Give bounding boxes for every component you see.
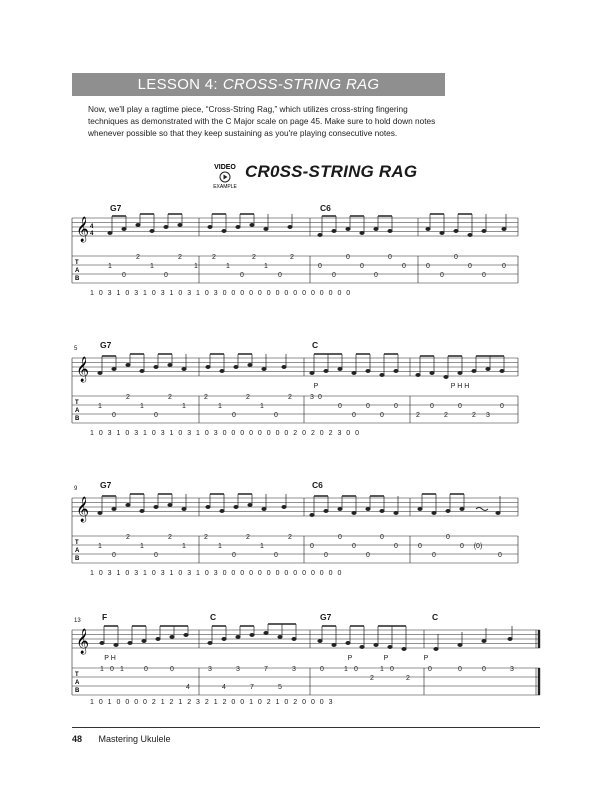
- svg-text:0: 0: [426, 263, 430, 270]
- svg-text:4: 4: [222, 684, 226, 691]
- music-system-1: [0, 200, 612, 310]
- svg-text:2: 2: [136, 254, 140, 261]
- svg-text:2: 2: [288, 394, 292, 401]
- fingering-row: 1 0 3 1 0 3 1 0 3 1 0 3 1 0 3 0 0 0 0 0 0 0 0 0 0 0 0 0 0 0: [90, 290, 351, 297]
- fingering-row: 1 0 3 1 0 3 1 0 3 1 0 3 1 0 3 0 0 0 0 0 0 0 0 0 0 0 0 0 0: [90, 570, 342, 577]
- music-system-4: [0, 612, 612, 722]
- video-example-icon[interactable]: [209, 161, 241, 189]
- svg-text:2: 2: [246, 534, 250, 541]
- svg-text:0: 0: [144, 666, 148, 673]
- svg-text:A: A: [75, 268, 80, 274]
- svg-text:0: 0: [482, 666, 486, 673]
- book-title: Mastering Ukulele: [98, 734, 171, 744]
- svg-text:T: T: [75, 260, 79, 266]
- svg-text:1: 1: [218, 403, 222, 410]
- svg-text:4: 4: [90, 231, 94, 237]
- svg-text:0: 0: [498, 552, 502, 559]
- svg-text:𝄞: 𝄞: [76, 497, 90, 522]
- svg-text:2: 2: [126, 534, 130, 541]
- svg-text:5: 5: [278, 684, 282, 691]
- svg-text:0: 0: [432, 552, 436, 559]
- svg-text:2: 2: [168, 394, 172, 401]
- svg-text:0: 0: [482, 272, 486, 279]
- svg-text:0: 0: [240, 272, 244, 279]
- page-footer: [72, 734, 171, 744]
- svg-text:0: 0: [318, 263, 322, 270]
- svg-text:2: 2: [252, 254, 256, 261]
- svg-text:1: 1: [140, 543, 144, 550]
- svg-text:1: 1: [218, 543, 222, 550]
- chord-label: C6: [312, 480, 323, 490]
- lesson-banner: [72, 73, 445, 96]
- svg-text:0: 0: [360, 263, 364, 270]
- svg-text:7: 7: [264, 666, 268, 673]
- svg-text:2: 2: [370, 675, 374, 682]
- song-title: CR0SS-STRING RAG: [245, 162, 418, 181]
- svg-text:0: 0: [112, 552, 116, 559]
- lesson-label: LESSON 4:: [137, 76, 218, 93]
- svg-text:1: 1: [226, 263, 230, 270]
- svg-text:1: 1: [380, 666, 384, 673]
- chord-label: G7: [100, 480, 112, 490]
- svg-text:1: 1: [182, 403, 186, 410]
- svg-text:P: P: [347, 655, 353, 662]
- svg-text:0: 0: [440, 272, 444, 279]
- svg-text:1: 1: [120, 666, 124, 673]
- svg-text:0: 0: [468, 263, 472, 270]
- measure-number: 5: [74, 346, 78, 352]
- chord-label: C: [210, 612, 217, 622]
- svg-text:1: 1: [260, 543, 264, 550]
- svg-text:2: 2: [204, 394, 208, 401]
- svg-text:0: 0: [320, 666, 324, 673]
- svg-text:A: A: [75, 680, 80, 686]
- svg-text:0: 0: [338, 534, 342, 541]
- svg-text:0: 0: [458, 403, 462, 410]
- svg-text:T: T: [75, 672, 79, 678]
- svg-text:0: 0: [122, 272, 126, 279]
- svg-text:1: 1: [108, 263, 112, 270]
- svg-text:2: 2: [406, 675, 410, 682]
- svg-text:0: 0: [394, 403, 398, 410]
- svg-text:2: 2: [472, 412, 476, 419]
- svg-text:1: 1: [260, 403, 264, 410]
- svg-text:A: A: [75, 408, 80, 414]
- svg-text:0: 0: [164, 272, 168, 279]
- svg-text:T: T: [75, 540, 79, 546]
- svg-text:0: 0: [352, 412, 356, 419]
- intro-paragraph: Now, we'll play a ragtime piece, “Cross-String Rag,” which utilizes cross-string fingering techniques as demonstrated with the C Major scale on page 45. Make sure to hold down notes whenever possible so that they keep sustaining as you're playing consecutive notes.: [88, 104, 436, 138]
- svg-text:1: 1: [98, 543, 102, 550]
- svg-text:0: 0: [274, 552, 278, 559]
- svg-text:2: 2: [290, 254, 294, 261]
- svg-text:0: 0: [154, 552, 158, 559]
- footer-rule: [72, 727, 540, 728]
- svg-text:P H: P H: [104, 655, 116, 662]
- svg-text:3: 3: [236, 666, 240, 673]
- svg-text:1: 1: [140, 403, 144, 410]
- svg-text:3: 3: [292, 666, 296, 673]
- svg-text:0: 0: [500, 403, 504, 410]
- svg-text:A: A: [75, 548, 80, 554]
- svg-text:𝄞: 𝄞: [76, 217, 90, 242]
- svg-text:0: 0: [274, 412, 278, 419]
- svg-text:0: 0: [112, 412, 116, 419]
- svg-text:1: 1: [194, 263, 198, 270]
- svg-text:3: 3: [310, 394, 314, 401]
- svg-text:0: 0: [430, 403, 434, 410]
- svg-text:0: 0: [354, 666, 358, 673]
- measure-number: 9: [74, 486, 78, 492]
- svg-text:3: 3: [486, 412, 490, 419]
- svg-text:0: 0: [170, 666, 174, 673]
- svg-text:2: 2: [178, 254, 182, 261]
- chord-label: G7: [100, 340, 112, 350]
- fingering-row: 1 0 1 0 0 0 0 2 1 2 1 2 3 2 1 2 0 0 1 0 2 1 0 2 0 0 0 3: [90, 699, 333, 706]
- svg-text:0: 0: [388, 254, 392, 261]
- svg-text:𝄞: 𝄞: [76, 629, 90, 654]
- music-system-3: [0, 480, 612, 590]
- svg-text:0: 0: [458, 666, 462, 673]
- chord-label: F: [102, 612, 108, 622]
- svg-text:3: 3: [208, 666, 212, 673]
- svg-text:2: 2: [212, 254, 216, 261]
- svg-text:𝄞: 𝄞: [76, 357, 90, 382]
- page-number: 48: [72, 734, 83, 744]
- lesson-title: CROSS-STRING RAG: [222, 76, 380, 93]
- svg-text:0: 0: [346, 254, 350, 261]
- svg-text:T: T: [75, 400, 79, 406]
- svg-text:0: 0: [366, 403, 370, 410]
- svg-text:0: 0: [390, 666, 394, 673]
- measure-number: 13: [74, 618, 81, 624]
- svg-text:0: 0: [502, 263, 506, 270]
- svg-text:2: 2: [444, 412, 448, 419]
- svg-text:0: 0: [402, 263, 406, 270]
- svg-text:0: 0: [374, 272, 378, 279]
- svg-text:3: 3: [510, 666, 514, 673]
- chord-label: G7: [110, 203, 122, 213]
- svg-text:0: 0: [232, 412, 236, 419]
- svg-text:2: 2: [204, 534, 208, 541]
- svg-text:0: 0: [332, 272, 336, 279]
- svg-text:2: 2: [126, 394, 130, 401]
- fingering-row: 1 0 3 1 0 3 1 0 3 1 0 3 1 0 3 0 0 0 0 0 0 0 0 2 0 2 0 2 3 0 0: [90, 430, 360, 437]
- svg-text:0: 0: [352, 543, 356, 550]
- svg-text:P: P: [383, 655, 389, 662]
- svg-text:2: 2: [246, 394, 250, 401]
- svg-text:P: P: [313, 383, 319, 390]
- svg-text:4: 4: [186, 684, 190, 691]
- svg-text:0: 0: [446, 534, 450, 541]
- svg-text:1: 1: [100, 666, 104, 673]
- svg-text:2: 2: [168, 534, 172, 541]
- svg-text:0: 0: [324, 552, 328, 559]
- svg-text:7: 7: [250, 684, 254, 691]
- svg-text:VIDEO: VIDEO: [214, 164, 236, 171]
- svg-text:2: 2: [416, 412, 420, 419]
- svg-text:B: B: [75, 416, 80, 422]
- svg-text:0: 0: [380, 534, 384, 541]
- svg-text:0: 0: [418, 543, 422, 550]
- svg-text:B: B: [75, 688, 80, 694]
- svg-text:0: 0: [338, 403, 342, 410]
- chord-label: C6: [320, 203, 331, 213]
- svg-text:0: 0: [454, 254, 458, 261]
- svg-text:0: 0: [428, 666, 432, 673]
- svg-text:0: 0: [232, 552, 236, 559]
- svg-text:1: 1: [98, 403, 102, 410]
- svg-text:1: 1: [182, 543, 186, 550]
- music-system-2: [0, 340, 612, 450]
- svg-text:1: 1: [344, 666, 348, 673]
- svg-text:0: 0: [394, 543, 398, 550]
- svg-text:0: 0: [318, 394, 322, 401]
- svg-text:B: B: [75, 276, 80, 282]
- svg-text:0: 0: [110, 666, 114, 673]
- chord-label: C: [312, 340, 319, 350]
- svg-text:(0): (0): [473, 543, 483, 550]
- svg-text:EXAMPLE: EXAMPLE: [213, 184, 237, 189]
- svg-text:0: 0: [310, 543, 314, 550]
- svg-text:4: 4: [90, 224, 94, 230]
- svg-text:P H H: P H H: [450, 383, 470, 390]
- svg-text:2: 2: [288, 534, 292, 541]
- svg-text:1: 1: [264, 263, 268, 270]
- svg-text:0: 0: [380, 412, 384, 419]
- svg-text:0: 0: [460, 543, 464, 550]
- svg-text:1: 1: [150, 263, 154, 270]
- svg-text:0: 0: [366, 552, 370, 559]
- svg-text:0: 0: [154, 412, 158, 419]
- chord-label: G7: [320, 612, 332, 622]
- svg-text:P: P: [423, 655, 429, 662]
- svg-text:B: B: [75, 556, 80, 562]
- chord-label: C: [432, 612, 439, 622]
- svg-text:0: 0: [278, 272, 282, 279]
